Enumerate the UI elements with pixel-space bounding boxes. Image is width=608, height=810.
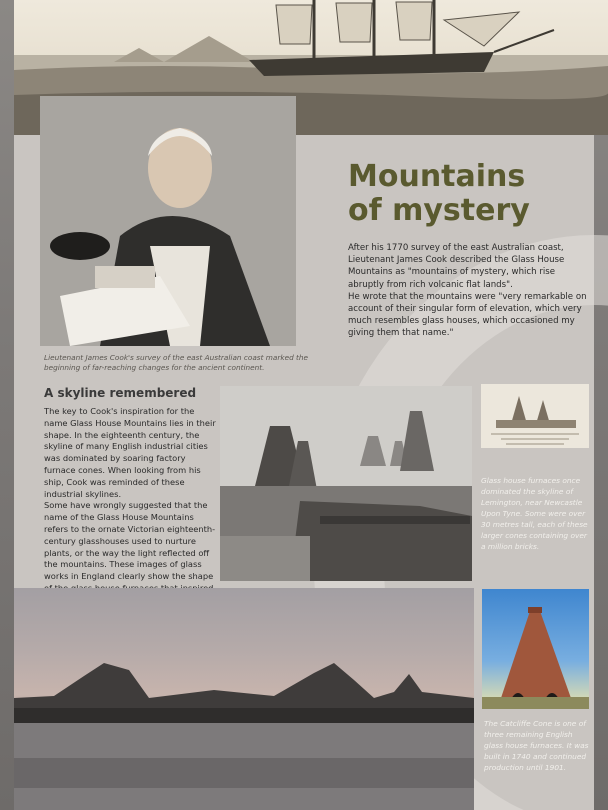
skyline-paragraph-2: Some have wrongly suggested that the name of the Glass House Mountains refers to the ornate Victorian eighteenth-century glasshouses used to nurture plants, or the way the light reflected off the mountains. These images of glass works in England clearly show the shape <box>44 500 216 582</box>
section-heading: A skyline remembered <box>44 386 197 400</box>
letterhead-illustration <box>481 384 589 448</box>
intro-text <box>348 242 588 340</box>
skyline-paragraph-1: The key to Cook's inspiration for the name Glass House Mountains lies in their shape. In the eighteenth century, the skyline of many English industrial cities was dominated by soaring factory furnace cones. When looking from his ship, Cook was reminded of these industrial skylines. <box>44 406 216 499</box>
skyline-text <box>44 406 219 607</box>
factory-illustration <box>220 386 472 581</box>
lemington-caption: Glass house furnaces once dominated the skyline of Lemington, near Newcastle Upon Tyne. Some were over 30 metres tall, each of these larger cones containing over a million bricks. <box>481 476 588 551</box>
catcliffe-caption: The Catcliffe Cone is one of three remaining English glass house furnaces. It was built in 1740 and continued production until 1901. <box>484 719 589 772</box>
mountains-illustration <box>14 588 474 810</box>
lemington-photo <box>220 386 472 581</box>
title-line-2: of mystery <box>348 193 530 228</box>
page-title <box>348 160 548 228</box>
portrait-caption: Lieutenant James Cook's survey of the east Australian coast marked the beginning of far-reaching changes for the ancient continent. <box>44 353 309 373</box>
cone-illustration <box>482 589 589 709</box>
glass-works-letterhead <box>481 384 589 448</box>
title-line-1: Mountains <box>348 159 526 194</box>
intro-paragraph-2: He wrote that the mountains were "very remarkable on account of their singular form of elevation, which very much resembles glass houses, which occasioned my giving them that name." <box>348 291 587 339</box>
portrait-illustration <box>40 96 296 346</box>
glass-house-mountains-photo <box>14 588 474 810</box>
intro-paragraph-1: After his 1770 survey of the east Australian coast, Lieutenant James Cook described the Glass House Mountains as "mountains of mystery, which rise abruptly from rich volcanic flat lands". <box>348 243 565 290</box>
cook-portrait <box>40 96 296 346</box>
catcliffe-cone-photo <box>482 589 589 709</box>
